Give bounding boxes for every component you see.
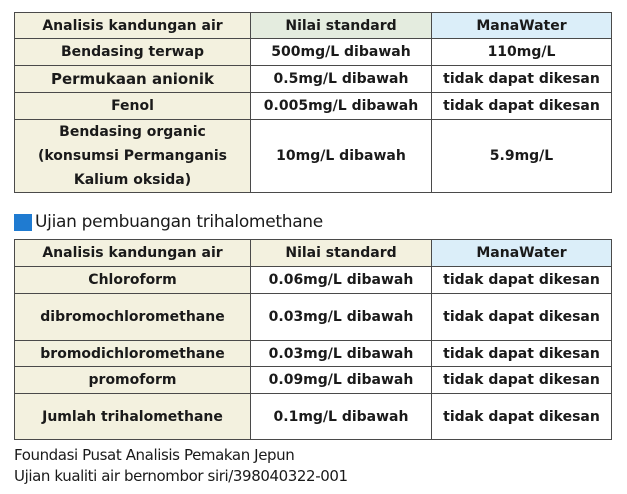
row-standard: 10mg/L dibawah [251, 120, 432, 193]
row-label-multiline [15, 120, 251, 193]
section-title [14, 211, 323, 233]
row-value: tidak dapat dikesan [432, 294, 612, 341]
table-header-row [15, 240, 612, 267]
section-title-text: Ujian pembuangan trihalomethane [35, 212, 323, 232]
header-standard: Nilai standard [251, 240, 432, 267]
row-standard: 0.03mg/L dibawah [251, 341, 432, 367]
table-row [15, 120, 612, 193]
row-value: tidak dapat dikesan [432, 93, 612, 120]
row-standard: 0.1mg/L dibawah [251, 394, 432, 440]
row-label: bromodichloromethane [15, 341, 251, 367]
trihalomethane-table [14, 239, 612, 440]
table-row [15, 39, 612, 66]
header-manawater: ManaWater [432, 240, 612, 267]
table-row [15, 394, 612, 440]
row-standard: 0.03mg/L dibawah [251, 294, 432, 341]
row-standard: 500mg/L dibawah [251, 39, 432, 66]
row-label: Permukaan anionik [15, 66, 251, 93]
header-analysis: Analisis kandungan air [15, 13, 251, 39]
row-standard: 0.005mg/L dibawah [251, 93, 432, 120]
row-standard: 0.5mg/L dibawah [251, 66, 432, 93]
row-value: 5.9mg/L [432, 120, 612, 193]
row-value: tidak dapat dikesan [432, 341, 612, 367]
label-line: Bendasing organic [59, 124, 206, 140]
header-analysis: Analisis kandungan air [15, 240, 251, 267]
table-header-row [15, 13, 612, 39]
label-line: (konsumsi Permanganis [37, 148, 228, 164]
water-analysis-table [14, 12, 612, 193]
table-row [15, 341, 612, 367]
row-value: 110mg/L [432, 39, 612, 66]
footer-line: Foundasi Pusat Analisis Pemakan Jepun [14, 446, 295, 464]
row-label: Bendasing terwap [15, 39, 251, 66]
row-value: tidak dapat dikesan [432, 66, 612, 93]
footer-note [14, 445, 348, 487]
footer-line: Ujian kualiti air bernombor siri/398040322-001 [14, 467, 348, 485]
table-row [15, 93, 612, 120]
row-value: tidak dapat dikesan [432, 394, 612, 440]
row-label: promoform [15, 367, 251, 394]
row-standard: 0.06mg/L dibawah [251, 267, 432, 294]
table-row [15, 294, 612, 341]
row-label: dibromochloromethane [15, 294, 251, 341]
header-manawater: ManaWater [432, 13, 612, 39]
table-row [15, 267, 612, 294]
row-label: Chloroform [15, 267, 251, 294]
row-label: Fenol [15, 93, 251, 120]
row-label: Jumlah trihalomethane [15, 394, 251, 440]
table-row [15, 367, 612, 394]
row-standard: 0.09mg/L dibawah [251, 367, 432, 394]
row-value: tidak dapat dikesan [432, 267, 612, 294]
row-value: tidak dapat dikesan [432, 367, 612, 394]
blue-square-icon [14, 214, 32, 231]
table-row [15, 66, 612, 93]
label-line: Kalium oksida) [73, 172, 192, 188]
header-standard: Nilai standard [251, 13, 432, 39]
